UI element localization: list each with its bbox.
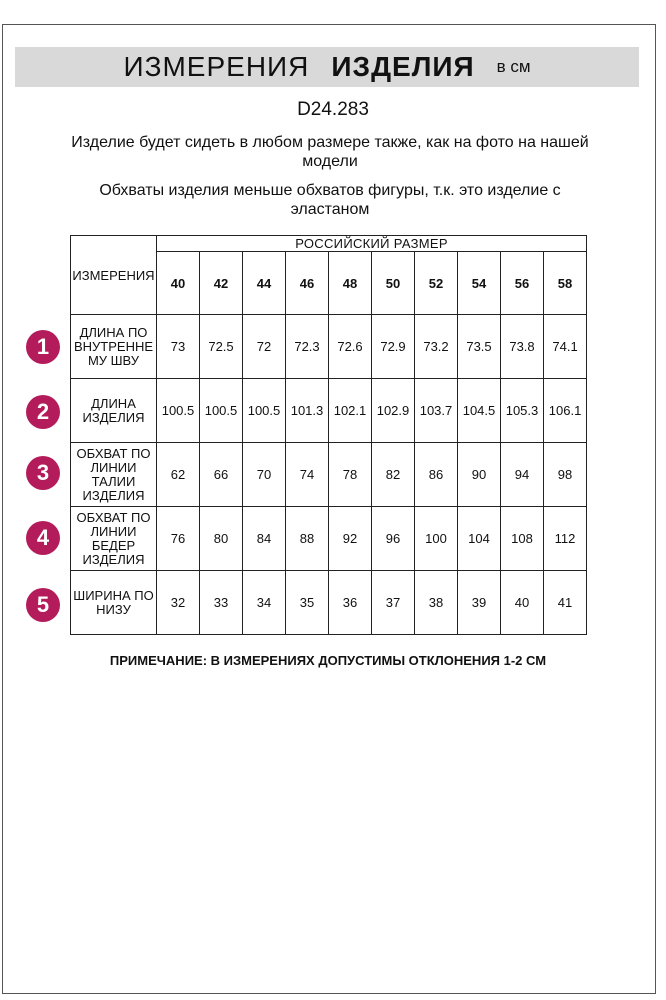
tolerance-footnote: ПРИМЕЧАНИЕ: В ИЗМЕРЕНИЯХ ДОПУСТИМЫ ОТКЛОНЕНИЯ 1-2 СМ bbox=[109, 653, 547, 668]
title-part-units: в см bbox=[496, 57, 531, 76]
measurement-value: 74 bbox=[286, 443, 329, 507]
row-number-badge: 2 bbox=[26, 395, 60, 429]
measurement-value: 104 bbox=[458, 507, 501, 571]
measurement-label: ОБХВАТ ПО ЛИНИИ БЕДЕР ИЗДЕЛИЯ bbox=[71, 507, 157, 571]
measurement-value: 78 bbox=[329, 443, 372, 507]
measurement-value: 88 bbox=[286, 507, 329, 571]
measurement-value: 101.3 bbox=[286, 379, 329, 443]
measurement-value: 108 bbox=[501, 507, 544, 571]
size-header-cell: 58 bbox=[544, 252, 587, 315]
size-header-cell: 54 bbox=[458, 252, 501, 315]
title-part-product: ИЗДЕЛИЯ bbox=[331, 51, 475, 82]
measurement-value: 112 bbox=[544, 507, 587, 571]
measurement-value: 34 bbox=[243, 571, 286, 635]
measurement-value: 72.5 bbox=[200, 315, 243, 379]
measurement-value: 39 bbox=[458, 571, 501, 635]
measurement-value: 82 bbox=[372, 443, 415, 507]
measurement-value: 103.7 bbox=[415, 379, 458, 443]
size-header-cell: 48 bbox=[329, 252, 372, 315]
size-header-cell: 50 bbox=[372, 252, 415, 315]
measurement-value: 100.5 bbox=[243, 379, 286, 443]
row-number-badge: 1 bbox=[26, 330, 60, 364]
measurement-value: 86 bbox=[415, 443, 458, 507]
measurement-value: 100.5 bbox=[157, 379, 200, 443]
size-header-cell: 56 bbox=[501, 252, 544, 315]
measurement-label: ШИРИНА ПО НИЗУ bbox=[71, 571, 157, 635]
header-row-top bbox=[71, 236, 587, 252]
measurement-value: 105.3 bbox=[501, 379, 544, 443]
size-header-cell: 44 bbox=[243, 252, 286, 315]
measurement-value: 72.6 bbox=[329, 315, 372, 379]
measurement-value: 73.5 bbox=[458, 315, 501, 379]
measurement-value: 38 bbox=[415, 571, 458, 635]
measurement-value: 72.3 bbox=[286, 315, 329, 379]
fit-note: Изделие будет сидеть в любом размере также, как на фото на нашей модели bbox=[71, 134, 589, 170]
header-size-system: РОССИЙСКИЙ РАЗМЕР bbox=[157, 236, 587, 252]
measurement-row bbox=[71, 315, 587, 379]
row-number-badge: 5 bbox=[26, 588, 60, 622]
measurement-value: 33 bbox=[200, 571, 243, 635]
measurement-value: 62 bbox=[157, 443, 200, 507]
measurement-label: ОБХВАТ ПО ЛИНИИ ТАЛИИ ИЗДЕЛИЯ bbox=[71, 443, 157, 507]
measurement-value: 100 bbox=[415, 507, 458, 571]
title-part-measurements: ИЗМЕРЕНИЯ bbox=[123, 51, 310, 82]
measurement-value: 80 bbox=[200, 507, 243, 571]
measurement-value: 73.2 bbox=[415, 315, 458, 379]
measurement-value: 98 bbox=[544, 443, 587, 507]
measurement-value: 90 bbox=[458, 443, 501, 507]
measurement-value: 70 bbox=[243, 443, 286, 507]
measurement-label: ДЛИНА ИЗДЕЛИЯ bbox=[71, 379, 157, 443]
product-code: D24.283 bbox=[297, 99, 369, 120]
measurement-value: 84 bbox=[243, 507, 286, 571]
row-number-badge: 3 bbox=[26, 456, 60, 490]
measurement-value: 96 bbox=[372, 507, 415, 571]
measurement-value: 73 bbox=[157, 315, 200, 379]
measurement-value: 66 bbox=[200, 443, 243, 507]
size-header-cell: 40 bbox=[157, 252, 200, 315]
measurement-value: 100.5 bbox=[200, 379, 243, 443]
measurement-value: 76 bbox=[157, 507, 200, 571]
measurement-value: 102.9 bbox=[372, 379, 415, 443]
measurement-value: 35 bbox=[286, 571, 329, 635]
measurement-value: 74.1 bbox=[544, 315, 587, 379]
size-header-cell: 46 bbox=[286, 252, 329, 315]
measurement-value: 102.1 bbox=[329, 379, 372, 443]
measurement-row bbox=[71, 443, 587, 507]
measurement-value: 36 bbox=[329, 571, 372, 635]
title-bar bbox=[15, 47, 639, 87]
size-table bbox=[70, 235, 587, 635]
measurement-label: ДЛИНА ПО ВНУТРЕННЕ МУ ШВУ bbox=[71, 315, 157, 379]
size-header-cell: 52 bbox=[415, 252, 458, 315]
elastane-note: Обхваты изделия меньше обхватов фигуры, т.к. это изделие с эластаном bbox=[99, 182, 561, 218]
measurement-value: 37 bbox=[372, 571, 415, 635]
measurement-row bbox=[71, 507, 587, 571]
measurement-value: 92 bbox=[329, 507, 372, 571]
measurement-value: 40 bbox=[501, 571, 544, 635]
size-header-cell: 42 bbox=[200, 252, 243, 315]
measurement-value: 104.5 bbox=[458, 379, 501, 443]
measurement-value: 72.9 bbox=[372, 315, 415, 379]
measurement-value: 94 bbox=[501, 443, 544, 507]
measurement-value: 32 bbox=[157, 571, 200, 635]
measurement-row bbox=[71, 571, 587, 635]
header-measurements-label: ИЗМЕРЕНИЯ bbox=[71, 236, 157, 315]
row-number-badge: 4 bbox=[26, 521, 60, 555]
measurement-row bbox=[71, 379, 587, 443]
measurement-value: 106.1 bbox=[544, 379, 587, 443]
measurement-value: 72 bbox=[243, 315, 286, 379]
measurement-value: 73.8 bbox=[501, 315, 544, 379]
measurement-value: 41 bbox=[544, 571, 587, 635]
